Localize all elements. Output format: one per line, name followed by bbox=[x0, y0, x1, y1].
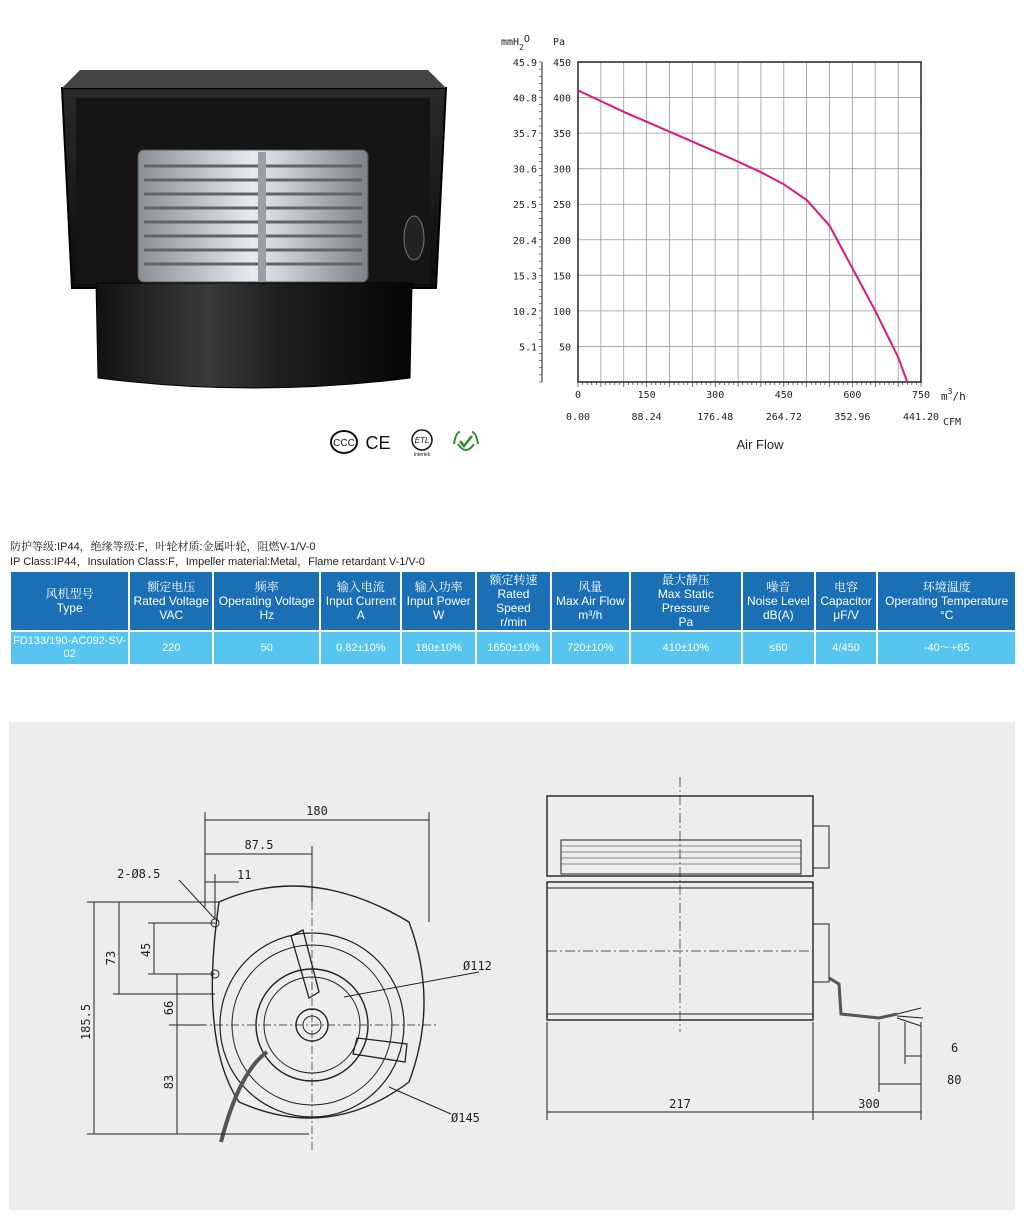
dimension-drawings bbox=[9, 722, 1015, 1210]
x2-tick-label: 88.24 bbox=[631, 412, 662, 423]
spec-header-5 bbox=[477, 572, 550, 630]
spec-cell-5: 1650±10% bbox=[477, 630, 550, 664]
etl-text: ETL bbox=[414, 436, 430, 445]
spec-cell-9: 4/450 bbox=[816, 630, 877, 664]
dim-11: 11 bbox=[237, 868, 252, 882]
spec-header-unit: m³/h bbox=[578, 608, 603, 622]
x2-tick-label: 264.72 bbox=[765, 412, 802, 423]
dim-80: 80 bbox=[947, 1073, 962, 1087]
spec-cell-10: -40～+65 bbox=[878, 630, 1015, 664]
spec-header-cn: 频率 bbox=[254, 580, 279, 594]
y-tick-label: 350 bbox=[552, 129, 571, 141]
y-left-tick-label: 30.6 bbox=[512, 164, 537, 176]
spec-header-cn: 输入功率 bbox=[414, 580, 463, 594]
plot-frame bbox=[578, 62, 921, 382]
spec-header-unit: Hz bbox=[259, 608, 275, 622]
ce-logo: CE bbox=[365, 433, 391, 453]
product-photo bbox=[58, 68, 450, 398]
dim-300: 300 bbox=[858, 1097, 880, 1111]
y-left-tick-label: 5.1 bbox=[518, 342, 537, 354]
x-tick-label: 750 bbox=[911, 390, 931, 401]
y-left-tick-label: 40.8 bbox=[512, 93, 537, 105]
spec-header-8 bbox=[743, 572, 814, 630]
spec-header-cn: 额定转速 bbox=[489, 573, 538, 587]
spec-header-7 bbox=[631, 572, 741, 630]
spec-cell-7: 410±10% bbox=[631, 630, 741, 664]
spec-header-unit: μF/V bbox=[833, 608, 859, 622]
spec-header-en: Operating Temperature bbox=[885, 594, 1009, 608]
spec-header-cn: 风量 bbox=[578, 580, 603, 594]
y-tick-label: 450 bbox=[552, 58, 571, 69]
y-left-tick-label: 45.9 bbox=[512, 58, 537, 69]
spec-note-en: IP Class:IP44，Insulation Class:F，Impeller material:Metal，Flame retardant V-1/V-0 bbox=[10, 556, 425, 568]
spec-header-unit: VAC bbox=[159, 608, 184, 622]
spec-header-cn: 额定电压 bbox=[147, 580, 196, 594]
spec-cell-0: FD133/190-AC092-SV-02 bbox=[11, 630, 128, 664]
y-tick-label: 50 bbox=[558, 342, 571, 354]
spec-header-en: Rated Voltage bbox=[133, 594, 209, 608]
x-unit-label: $m^3/h$ bbox=[941, 387, 966, 403]
spec-header-cn: 输入电流 bbox=[336, 580, 385, 594]
performance-chart bbox=[495, 28, 985, 463]
spec-header-unit: r/min bbox=[500, 615, 527, 629]
x-tick-label: 150 bbox=[637, 390, 656, 401]
spec-note-cn: 防护等级:IP44，绝缘等级:F，叶轮材质:金属叶轮，阻燃V-1/V-0 bbox=[10, 541, 316, 553]
spec-header-cn: 风机型号 bbox=[45, 587, 94, 601]
spec-header-9 bbox=[816, 572, 877, 630]
etl-logo bbox=[412, 430, 432, 458]
dim-66: 66 bbox=[162, 1000, 176, 1016]
spec-cell-3: 0.82±10% bbox=[321, 630, 400, 664]
pressure-curve bbox=[578, 90, 907, 382]
ccc-logo bbox=[331, 431, 357, 453]
spec-header-6 bbox=[552, 572, 629, 630]
spec-header-unit: W bbox=[432, 608, 445, 622]
x-tick-label: 450 bbox=[774, 390, 793, 401]
dim-hole-spec: 2-Ø8.5 bbox=[117, 867, 161, 881]
dim-73: 73 bbox=[104, 950, 118, 966]
spec-header-en: Capacitor bbox=[820, 594, 872, 608]
dim-87-5: 87.5 bbox=[244, 838, 274, 852]
spec-header-cn: 最大静压 bbox=[661, 573, 710, 587]
spec-cell-6: 720±10% bbox=[552, 630, 629, 664]
spec-header-1 bbox=[130, 572, 212, 630]
x2-tick-label: 0.00 bbox=[565, 412, 591, 423]
x2-tick-label: 176.48 bbox=[697, 412, 734, 423]
chart-grid bbox=[539, 62, 921, 387]
dim-45: 45 bbox=[139, 942, 153, 958]
spec-cell-2: 50 bbox=[214, 630, 319, 664]
dim-180: 180 bbox=[306, 804, 328, 818]
dim-185-5: 185.5 bbox=[79, 1003, 93, 1041]
dim-217: 217 bbox=[669, 1097, 691, 1111]
left-unit-label: mmH$_2$O bbox=[501, 34, 530, 52]
x-tick-label: 600 bbox=[843, 390, 862, 401]
spec-cell-4: 180±10% bbox=[402, 630, 475, 664]
spec-cell-8: ≤60 bbox=[743, 630, 814, 664]
dim-dia-145: Ø145 bbox=[451, 1111, 480, 1125]
x2-tick-label: 352.96 bbox=[834, 412, 871, 423]
x-tick-label: 300 bbox=[706, 390, 725, 401]
y-left-tick-label: 20.4 bbox=[512, 235, 537, 247]
spec-notes bbox=[10, 540, 425, 570]
spec-header-unit: dB(A) bbox=[762, 608, 794, 622]
spec-header-en: Rated Speed bbox=[496, 587, 531, 615]
spec-header-10 bbox=[878, 572, 1015, 630]
spec-header-4 bbox=[402, 572, 475, 630]
dimension-drawing-panel bbox=[9, 722, 1015, 1210]
y-tick-label: 100 bbox=[552, 306, 571, 318]
y-left-tick-label: 25.5 bbox=[512, 200, 537, 212]
front-view bbox=[87, 812, 479, 1152]
spec-header-cn: 噪音 bbox=[766, 580, 791, 594]
y-tick-label: 200 bbox=[552, 235, 571, 247]
spec-table-row bbox=[11, 630, 1015, 664]
y-tick-label: 250 bbox=[552, 200, 571, 212]
spec-header-2 bbox=[214, 572, 319, 630]
y-tick-label: 400 bbox=[552, 93, 571, 105]
dim-dia-112: Ø112 bbox=[463, 959, 492, 973]
certification-logos bbox=[330, 428, 480, 458]
spec-header-en: Input Current bbox=[325, 594, 396, 608]
spec-header-en: Operating Voltage bbox=[218, 594, 315, 608]
x-axis-title: Air Flow bbox=[736, 437, 784, 452]
right-unit-label: Pa bbox=[553, 37, 566, 48]
spec-header-unit: A bbox=[356, 608, 365, 622]
x2-unit-label: CFM bbox=[943, 417, 962, 428]
spec-header-en: Noise Level bbox=[746, 594, 810, 608]
y-left-tick-label: 15.3 bbox=[512, 271, 537, 283]
spec-header-en: Type bbox=[56, 601, 83, 615]
intertek-text: Intertek bbox=[413, 452, 431, 458]
y-tick-label: 150 bbox=[552, 271, 571, 283]
ccc-text: CCC bbox=[333, 438, 355, 449]
spec-cell-1: 220 bbox=[130, 630, 212, 664]
spec-header-cn: 电容 bbox=[834, 580, 859, 594]
spec-header-en: Max Air Flow bbox=[555, 594, 625, 608]
x-tick-label: 0 bbox=[574, 390, 582, 401]
spec-header-unit: °C bbox=[939, 608, 954, 622]
y-left-tick-label: 35.7 bbox=[512, 129, 537, 141]
spec-header-unit: Pa bbox=[678, 615, 694, 629]
spec-table-header bbox=[11, 572, 1015, 630]
spec-header-cn: 环境温度 bbox=[922, 580, 971, 594]
y-tick-label: 300 bbox=[552, 164, 571, 176]
spec-table bbox=[9, 572, 1017, 664]
spec-header-en: Input Power bbox=[406, 594, 471, 608]
dim-6: 6 bbox=[951, 1041, 959, 1055]
x2-tick-label: 441.20 bbox=[902, 412, 940, 423]
rohs-logo bbox=[454, 432, 478, 450]
side-view bbox=[547, 777, 923, 1120]
dim-83: 83 bbox=[162, 1074, 176, 1090]
spec-header-3 bbox=[321, 572, 400, 630]
spec-header-0 bbox=[11, 572, 128, 630]
y-left-tick-label: 10.2 bbox=[512, 306, 537, 318]
spec-header-en: Max Static Pressure bbox=[657, 587, 714, 615]
